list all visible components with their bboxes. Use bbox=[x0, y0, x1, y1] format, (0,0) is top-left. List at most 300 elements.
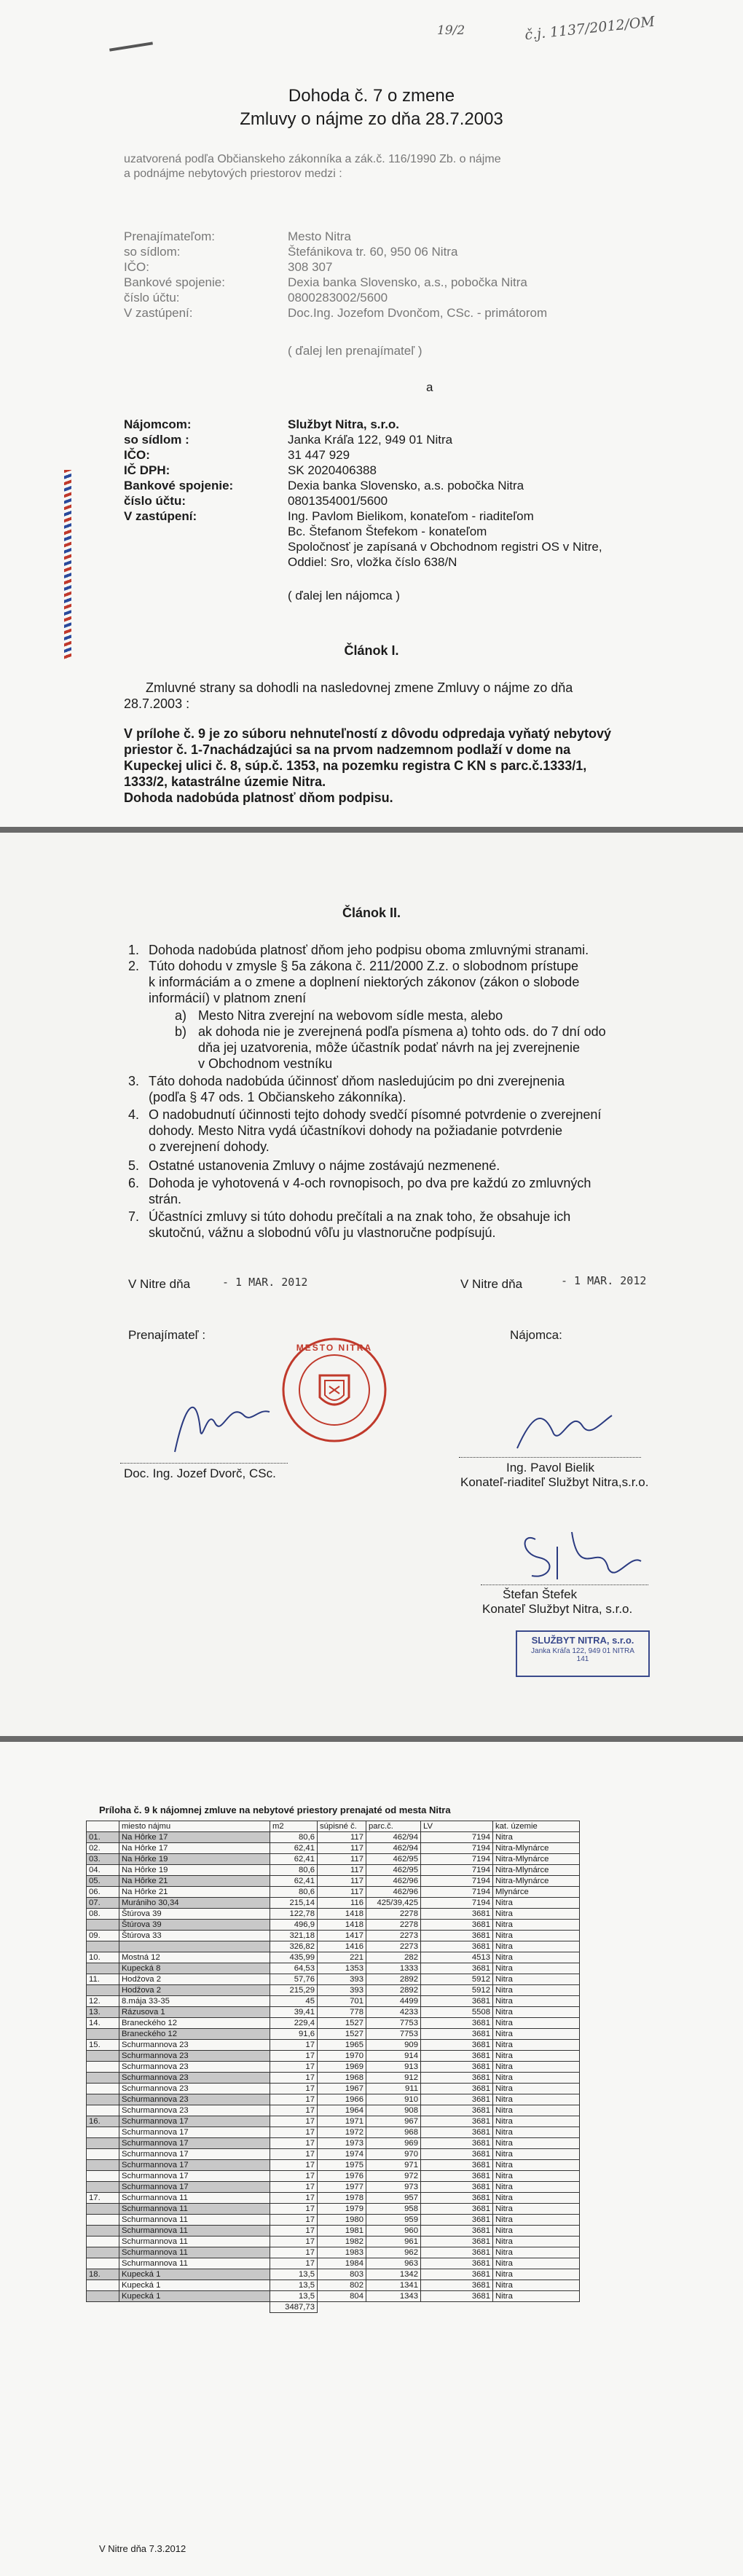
table-cell: 804 bbox=[318, 2291, 366, 2302]
table-cell: 15. bbox=[87, 2040, 119, 2051]
table-cell: 2273 bbox=[366, 1941, 421, 1952]
table-cell: 3487,73 bbox=[270, 2302, 318, 2313]
table-cell: 12. bbox=[87, 1996, 119, 2007]
table-row bbox=[87, 2193, 580, 2204]
table-cell: 1343 bbox=[366, 2291, 421, 2302]
table-cell: Nitra bbox=[493, 2291, 580, 2302]
landlord-value-0: Mesto Nitra bbox=[288, 229, 351, 243]
table-cell: Nitra bbox=[493, 2040, 580, 2051]
table-cell: 17 bbox=[270, 2105, 318, 2116]
table-cell: 1968 bbox=[318, 2073, 366, 2084]
table-cell: Nitra bbox=[493, 2029, 580, 2040]
table-cell: 4499 bbox=[366, 1996, 421, 2007]
table-cell: 3681 bbox=[421, 2226, 493, 2237]
table-cell: 1527 bbox=[318, 2018, 366, 2029]
table-row bbox=[87, 1887, 580, 1898]
handwritten-file-number: č.j. 1137/2012/OM bbox=[524, 13, 656, 44]
landlord-label-2: IČO: bbox=[124, 260, 149, 274]
table-cell: 909 bbox=[366, 2040, 421, 2051]
point-3-line-0: Táto dohoda nadobúda účinnosť dňom nasledujúcim po dni zverejnenia bbox=[149, 1074, 565, 1088]
table-cell: 117 bbox=[318, 1865, 366, 1876]
column-header: LV bbox=[421, 1821, 493, 1832]
table-cell: 321,18 bbox=[270, 1931, 318, 1941]
table-cell: Nitra bbox=[493, 2171, 580, 2182]
article-2-title: Článok II. bbox=[342, 906, 401, 920]
landlord-label-5: V zastúpení: bbox=[124, 306, 193, 320]
table-row bbox=[87, 1898, 580, 1909]
table-cell: 17 bbox=[270, 2116, 318, 2127]
table-cell: 3681 bbox=[421, 2018, 493, 2029]
table-row bbox=[87, 2302, 580, 2313]
table-cell: 3681 bbox=[421, 2116, 493, 2127]
table-cell bbox=[87, 2051, 119, 2062]
sub-b-label: b) bbox=[175, 1024, 187, 1039]
table-cell bbox=[87, 2029, 119, 2040]
table-cell: 10. bbox=[87, 1952, 119, 1963]
table-cell: 960 bbox=[366, 2226, 421, 2237]
table-cell: 2892 bbox=[366, 1985, 421, 1996]
city-seal-text: MESTO NITRA bbox=[296, 1343, 373, 1353]
landlord-label-4: číslo účtu: bbox=[124, 291, 180, 305]
table-cell: Nitra bbox=[493, 1920, 580, 1931]
table-cell: 18. bbox=[87, 2269, 119, 2280]
table-row bbox=[87, 1952, 580, 1963]
landlord-signatory: Doc. Ing. Jozef Dvorč, CSc. bbox=[124, 1466, 276, 1480]
binding-ribbon bbox=[64, 470, 71, 659]
table-cell: 17 bbox=[270, 2138, 318, 2149]
table-cell: 2278 bbox=[366, 1920, 421, 1931]
table-cell: 1964 bbox=[318, 2105, 366, 2116]
table-row bbox=[87, 1876, 580, 1887]
table-cell bbox=[87, 2105, 119, 2116]
table-cell: 3681 bbox=[421, 2149, 493, 2160]
table-cell: 1970 bbox=[318, 2051, 366, 2062]
table-cell: 116 bbox=[318, 1898, 366, 1909]
table-cell: 462/94 bbox=[366, 1832, 421, 1843]
table-cell: 06. bbox=[87, 1887, 119, 1898]
table-cell: 393 bbox=[318, 1974, 366, 1985]
table-cell: Štúrova 39 bbox=[119, 1909, 270, 1920]
table-cell: Nitra bbox=[493, 1952, 580, 1963]
article-1-change-0: V prílohe č. 9 je zo súboru nehnuteľností z dôvodu odpredaja vyňatý nebytový bbox=[124, 726, 612, 741]
table-cell: 3681 bbox=[421, 2138, 493, 2149]
table-cell: Nitra bbox=[493, 1941, 580, 1952]
table-cell: 01. bbox=[87, 1832, 119, 1843]
table-cell: 778 bbox=[318, 2007, 366, 2018]
table-cell: Nitra bbox=[493, 2084, 580, 2094]
table-cell: Schurmannova 11 bbox=[119, 2226, 270, 2237]
table-cell: 973 bbox=[366, 2182, 421, 2193]
table-row bbox=[87, 2007, 580, 2018]
tenant-signatory-2-name: Štefan Štefek bbox=[503, 1587, 578, 1601]
point-2-line-2: informácií) v platnom znení bbox=[149, 991, 307, 1005]
table-cell: 1418 bbox=[318, 1909, 366, 1920]
point-number-3: 3. bbox=[128, 1074, 140, 1088]
table-cell: 326,82 bbox=[270, 1941, 318, 1952]
table-row bbox=[87, 2269, 580, 2280]
page-1 bbox=[0, 0, 743, 827]
table-row bbox=[87, 1854, 580, 1865]
table-row bbox=[87, 1931, 580, 1941]
table-cell: 1975 bbox=[318, 2160, 366, 2171]
table-row bbox=[87, 2040, 580, 2051]
point-3-line-1: (podľa § 47 ods. 1 Občianskeho zákonníka). bbox=[149, 1090, 406, 1104]
company-stamp-line-2: Janka Kráľa 122, 949 01 NITRA bbox=[531, 1647, 634, 1655]
table-cell: 1965 bbox=[318, 2040, 366, 2051]
table-cell: 8.mája 33-35 bbox=[119, 1996, 270, 2007]
table-cell: 62,41 bbox=[270, 1843, 318, 1854]
column-header: kat. územie bbox=[493, 1821, 580, 1832]
table-row bbox=[87, 1963, 580, 1974]
table-cell: Nitra bbox=[493, 2182, 580, 2193]
table-cell: 57,76 bbox=[270, 1974, 318, 1985]
table-cell: Nitra bbox=[493, 2193, 580, 2204]
table-cell: Nitra bbox=[493, 1985, 580, 1996]
point-2-line-0: Túto dohodu v zmysle § 5a zákona č. 211/2000 Z.z. o slobodnom prístupe bbox=[149, 959, 579, 973]
table-cell bbox=[87, 2204, 119, 2215]
point-number-7: 7. bbox=[128, 1209, 140, 1224]
table-cell: Nitra bbox=[493, 2018, 580, 2029]
table-cell: 17 bbox=[270, 2204, 318, 2215]
table-cell: 425/39,425 bbox=[366, 1898, 421, 1909]
table-cell: 462/96 bbox=[366, 1876, 421, 1887]
table-cell: Nitra bbox=[493, 2127, 580, 2138]
table-row bbox=[87, 1996, 580, 2007]
tenant-signatory-2-role: Konateľ Službyt Nitra, s.r.o. bbox=[482, 1602, 633, 1616]
table-cell bbox=[87, 2237, 119, 2247]
table-row bbox=[87, 1909, 580, 1920]
table-cell: 3681 bbox=[421, 1931, 493, 1941]
table-cell: 13,5 bbox=[270, 2280, 318, 2291]
sub-b-text-0: ak dohoda nie je zverejnená podľa písmena a) tohto ods. do 7 dní odo bbox=[198, 1024, 606, 1039]
table-cell: 1980 bbox=[318, 2215, 366, 2226]
table-cell: 1982 bbox=[318, 2237, 366, 2247]
table-cell: 08. bbox=[87, 1909, 119, 1920]
table-cell: Braneckého 12 bbox=[119, 2018, 270, 2029]
staple-mark bbox=[109, 42, 153, 51]
intro-line-1: uzatvorená podľa Občianskeho zákonníka a zák.č. 116/1990 Zb. o nájme bbox=[124, 153, 501, 165]
landlord-sign-label: Prenajímateľ : bbox=[128, 1328, 206, 1342]
point-number-5: 5. bbox=[128, 1158, 140, 1173]
table-cell: 221 bbox=[318, 1952, 366, 1963]
tenant-value-4: Dexia banka Slovensko, a.s. pobočka Nitra bbox=[288, 479, 524, 492]
table-cell: Schurmannova 11 bbox=[119, 2258, 270, 2269]
table-cell: 117 bbox=[318, 1887, 366, 1898]
table-cell: 803 bbox=[318, 2269, 366, 2280]
table-cell: Nitra bbox=[493, 2160, 580, 2171]
table-cell: 912 bbox=[366, 2073, 421, 2084]
table-cell: 1527 bbox=[318, 2029, 366, 2040]
table-cell: Schurmannova 17 bbox=[119, 2149, 270, 2160]
table-cell: 17 bbox=[270, 2127, 318, 2138]
table-cell: 914 bbox=[366, 2051, 421, 2062]
table-cell: 62,41 bbox=[270, 1876, 318, 1887]
article-1-change-4: Dohoda nadobúda platnosť dňom podpisu. bbox=[124, 790, 393, 805]
table-cell: 3681 bbox=[421, 2215, 493, 2226]
table-cell: Schurmannova 23 bbox=[119, 2051, 270, 2062]
table-cell: 17 bbox=[270, 2171, 318, 2182]
table-cell: Braneckého 12 bbox=[119, 2029, 270, 2040]
landlord-label-1: so sídlom: bbox=[124, 245, 181, 259]
table-cell: Nitra-Mlynárce bbox=[493, 1876, 580, 1887]
tenant-signature-2-icon bbox=[514, 1517, 645, 1590]
table-cell: 910 bbox=[366, 2094, 421, 2105]
table-cell: 462/94 bbox=[366, 1843, 421, 1854]
table-cell bbox=[421, 2302, 493, 2313]
tenant-label-5: číslo účtu: bbox=[124, 494, 186, 508]
table-row bbox=[87, 2149, 580, 2160]
tenant-signature-line-1 bbox=[459, 1457, 641, 1458]
table-cell: 117 bbox=[318, 1876, 366, 1887]
table-cell: 701 bbox=[318, 1996, 366, 2007]
and-separator: a bbox=[426, 380, 433, 394]
landlord-value-4: 0800283002/5600 bbox=[288, 291, 388, 305]
table-cell: 1978 bbox=[318, 2193, 366, 2204]
table-cell: Schurmannova 17 bbox=[119, 2171, 270, 2182]
point-2-line-1: k informáciám a o zmene a doplnení niektorých zákonov (zákon o slobode bbox=[149, 975, 580, 989]
table-cell: Nitra bbox=[493, 2237, 580, 2247]
table-cell: 393 bbox=[318, 1985, 366, 1996]
table-cell: Na Hôrke 21 bbox=[119, 1876, 270, 1887]
table-cell: Štúrova 39 bbox=[119, 1920, 270, 1931]
table-cell: 07. bbox=[87, 1898, 119, 1909]
table-cell: Nitra bbox=[493, 2094, 580, 2105]
table-cell: 17 bbox=[270, 2094, 318, 2105]
table-cell: 62,41 bbox=[270, 1854, 318, 1865]
table-cell: 496,9 bbox=[270, 1920, 318, 1931]
table-cell: 2892 bbox=[366, 1974, 421, 1985]
table-cell: 970 bbox=[366, 2149, 421, 2160]
table-cell: Štúrova 33 bbox=[119, 1931, 270, 1941]
column-header: miesto nájmu bbox=[119, 1821, 270, 1832]
table-cell: Schurmannova 11 bbox=[119, 2237, 270, 2247]
handwritten-note-left: 19/2 bbox=[437, 23, 465, 38]
table-cell: 11. bbox=[87, 1974, 119, 1985]
table-cell: 7194 bbox=[421, 1887, 493, 1898]
table-cell: Nitra bbox=[493, 2007, 580, 2018]
table-cell: 963 bbox=[366, 2258, 421, 2269]
table-row bbox=[87, 2062, 580, 2073]
tenant-value-3: SK 2020406388 bbox=[288, 463, 377, 477]
table-cell: 3681 bbox=[421, 1996, 493, 2007]
table-cell: 3681 bbox=[421, 2105, 493, 2116]
table-cell: 1981 bbox=[318, 2226, 366, 2237]
table-cell: 17 bbox=[270, 2247, 318, 2258]
tenant-sign-label: Nájomca: bbox=[510, 1328, 562, 1342]
table-row bbox=[87, 1865, 580, 1876]
table-cell: 1976 bbox=[318, 2171, 366, 2182]
table-cell: 17. bbox=[87, 2193, 119, 2204]
table-cell: 3681 bbox=[421, 2280, 493, 2291]
table-cell: Nitra bbox=[493, 2226, 580, 2237]
table-cell: 17 bbox=[270, 2237, 318, 2247]
table-cell bbox=[119, 1941, 270, 1952]
table-cell: Na Hôrke 19 bbox=[119, 1854, 270, 1865]
table-row bbox=[87, 2247, 580, 2258]
tenant-value-6: Ing. Pavlom Bielikom, konateľom - riaditeľom bbox=[288, 509, 534, 523]
table-cell: Nitra bbox=[493, 2204, 580, 2215]
table-cell: 17 bbox=[270, 2182, 318, 2193]
landlord-signature-line bbox=[120, 1463, 288, 1464]
document-title: Dohoda č. 7 o zmene bbox=[288, 86, 455, 106]
date-right: - 1 MAR. 2012 bbox=[561, 1274, 647, 1287]
table-cell: 3681 bbox=[421, 2084, 493, 2094]
table-row bbox=[87, 2138, 580, 2149]
table-cell: 3681 bbox=[421, 2291, 493, 2302]
table-cell: 02. bbox=[87, 1843, 119, 1854]
table-cell: 117 bbox=[318, 1854, 366, 1865]
table-cell: 2278 bbox=[366, 1909, 421, 1920]
table-cell: Nitra bbox=[493, 2138, 580, 2149]
point-1-line-0: Dohoda nadobúda platnosť dňom jeho podpisu oboma zmluvnými stranami. bbox=[149, 943, 589, 957]
place-right: V Nitre dňa bbox=[460, 1277, 523, 1291]
table-cell: Nitra bbox=[493, 2073, 580, 2084]
table-cell: 1333 bbox=[366, 1963, 421, 1974]
table-cell: Rázusova 1 bbox=[119, 2007, 270, 2018]
table-cell: 17 bbox=[270, 2226, 318, 2237]
table-cell: 17 bbox=[270, 2160, 318, 2171]
table-row bbox=[87, 2182, 580, 2193]
table-cell: Nitra bbox=[493, 2149, 580, 2160]
table-cell bbox=[119, 2302, 270, 2313]
landlord-value-3: Dexia banka Slovensko, a.s., pobočka Nitra bbox=[288, 275, 527, 289]
table-cell: Schurmannova 17 bbox=[119, 2160, 270, 2171]
table-cell: 13,5 bbox=[270, 2291, 318, 2302]
table-cell: 1416 bbox=[318, 1941, 366, 1952]
table-cell: 03. bbox=[87, 1854, 119, 1865]
tenant-value-5: 0801354001/5600 bbox=[288, 494, 388, 508]
table-cell bbox=[87, 2127, 119, 2138]
table-row bbox=[87, 1832, 580, 1843]
table-cell: Nitra bbox=[493, 2051, 580, 2062]
table-cell: Schurmannova 17 bbox=[119, 2127, 270, 2138]
table-cell: Schurmannova 23 bbox=[119, 2040, 270, 2051]
table-cell: 7194 bbox=[421, 1876, 493, 1887]
table-cell: 17 bbox=[270, 2062, 318, 2073]
table-cell bbox=[87, 1941, 119, 1952]
table-cell bbox=[87, 2094, 119, 2105]
table-cell: 1983 bbox=[318, 2247, 366, 2258]
table-cell: Mlynárce bbox=[493, 1887, 580, 1898]
point-4-line-1: dohody. Mesto Nitra vydá účastníkovi dohody na požiadanie potvrdenie bbox=[149, 1123, 563, 1138]
company-stamp-line-3: 141 bbox=[576, 1655, 589, 1663]
table-row bbox=[87, 2116, 580, 2127]
table-cell bbox=[87, 2073, 119, 2084]
tenant-extra-2: Oddiel: Sro, vložka číslo 638/N bbox=[288, 555, 457, 569]
tenant-label-4: Bankové spojenie: bbox=[124, 479, 234, 492]
table-cell: Murániho 30,34 bbox=[119, 1898, 270, 1909]
table-cell: Nitra bbox=[493, 2062, 580, 2073]
table-row bbox=[87, 2204, 580, 2215]
table-cell: 7194 bbox=[421, 1832, 493, 1843]
table-cell: 16. bbox=[87, 2116, 119, 2127]
table-cell: 1417 bbox=[318, 1931, 366, 1941]
table-row bbox=[87, 2105, 580, 2116]
table-cell: Schurmannova 11 bbox=[119, 2204, 270, 2215]
point-5-line-0: Ostatné ustanovenia Zmluvy o nájme zostávajú nezmenené. bbox=[149, 1158, 500, 1173]
table-cell: Nitra bbox=[493, 1963, 580, 1974]
tenant-value-2: 31 447 929 bbox=[288, 448, 350, 462]
page-3 bbox=[0, 1742, 743, 2576]
table-cell: Schurmannova 17 bbox=[119, 2116, 270, 2127]
table-cell: 3681 bbox=[421, 2237, 493, 2247]
table-cell bbox=[318, 2302, 366, 2313]
landlord-alias: ( ďalej len prenajímateľ ) bbox=[288, 344, 422, 358]
annex-caption: Príloha č. 9 k nájomnej zmluve na nebytové priestory prenajaté od mesta Nitra bbox=[99, 1805, 451, 1815]
table-cell: 1967 bbox=[318, 2084, 366, 2094]
table-row bbox=[87, 2258, 580, 2269]
table-cell: 958 bbox=[366, 2204, 421, 2215]
table-cell: 3681 bbox=[421, 2160, 493, 2171]
tenant-signatory-1-name: Ing. Pavol Bielik bbox=[506, 1461, 594, 1474]
table-row bbox=[87, 1920, 580, 1931]
table-cell bbox=[87, 2084, 119, 2094]
place-left: V Nitre dňa bbox=[128, 1277, 191, 1291]
table-cell: 1973 bbox=[318, 2138, 366, 2149]
table-row bbox=[87, 2215, 580, 2226]
table-cell: 968 bbox=[366, 2127, 421, 2138]
table-cell: 3681 bbox=[421, 2193, 493, 2204]
tenant-label-1: so sídlom : bbox=[124, 433, 189, 447]
table-cell: 5912 bbox=[421, 1985, 493, 1996]
table-cell: 14. bbox=[87, 2018, 119, 2029]
table-cell: 282 bbox=[366, 1952, 421, 1963]
table-row bbox=[87, 1985, 580, 1996]
table-cell: Kupecká 1 bbox=[119, 2269, 270, 2280]
point-number-2: 2. bbox=[128, 959, 140, 973]
table-cell: 802 bbox=[318, 2280, 366, 2291]
table-cell: Hodžova 2 bbox=[119, 1985, 270, 1996]
point-number-6: 6. bbox=[128, 1176, 140, 1190]
table-cell: 17 bbox=[270, 2051, 318, 2062]
sub-a-text: Mesto Nitra zverejní na webovom sídle mesta, alebo bbox=[198, 1008, 503, 1023]
table-cell: Kupecká 1 bbox=[119, 2280, 270, 2291]
table-cell bbox=[87, 2291, 119, 2302]
table-cell bbox=[87, 2302, 119, 2313]
table-cell: Schurmannova 11 bbox=[119, 2193, 270, 2204]
table-row bbox=[87, 1941, 580, 1952]
table-cell: 3681 bbox=[421, 2258, 493, 2269]
point-number-1: 1. bbox=[128, 943, 140, 957]
table-cell: 09. bbox=[87, 1931, 119, 1941]
table-cell: 962 bbox=[366, 2247, 421, 2258]
table-cell: 3681 bbox=[421, 2127, 493, 2138]
table-cell: 7194 bbox=[421, 1898, 493, 1909]
table-cell: Schurmannova 23 bbox=[119, 2062, 270, 2073]
company-stamp bbox=[516, 1630, 650, 1677]
table-cell: 971 bbox=[366, 2160, 421, 2171]
table-row bbox=[87, 2237, 580, 2247]
table-cell: Schurmannova 23 bbox=[119, 2073, 270, 2084]
table-cell: 3681 bbox=[421, 1920, 493, 1931]
table-cell: Na Hôrke 17 bbox=[119, 1832, 270, 1843]
sub-b-text-1: dňa jej uzatvorenia, môže účastník podať návrh na jej zverejnenie bbox=[198, 1040, 581, 1055]
table-cell: 17 bbox=[270, 2258, 318, 2269]
sub-b-text-2: v Obchodnom vestníku bbox=[198, 1056, 333, 1071]
table-cell: 1971 bbox=[318, 2116, 366, 2127]
table-cell: 3681 bbox=[421, 2182, 493, 2193]
tenant-value-1: Janka Kráľa 122, 949 01 Nitra bbox=[288, 433, 453, 447]
table-cell: 462/95 bbox=[366, 1865, 421, 1876]
table-cell: 435,99 bbox=[270, 1952, 318, 1963]
table-cell: Hodžova 2 bbox=[119, 1974, 270, 1985]
table-cell bbox=[493, 2302, 580, 2313]
table-row bbox=[87, 2094, 580, 2105]
table-cell: 17 bbox=[270, 2073, 318, 2084]
table-cell: Schurmannova 23 bbox=[119, 2105, 270, 2116]
tenant-label-2: IČO: bbox=[124, 448, 150, 462]
point-7-line-0: Účastníci zmluvy si túto dohodu prečítali a na znak toho, že obsahuje ich bbox=[149, 1209, 571, 1224]
